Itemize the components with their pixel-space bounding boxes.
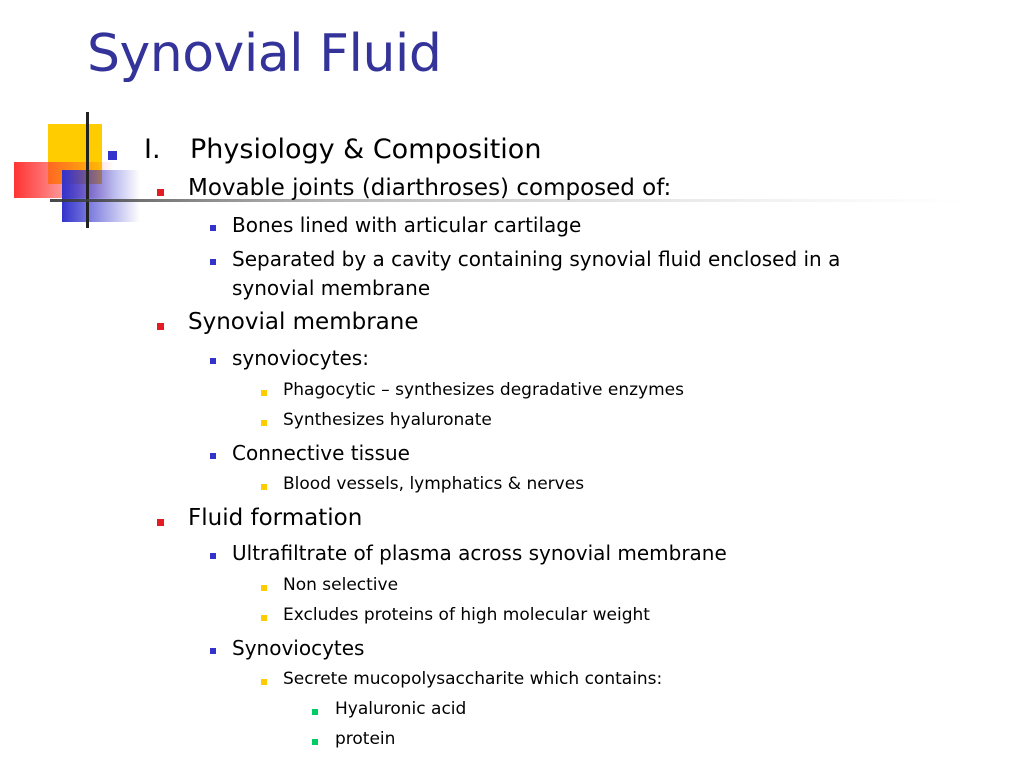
outline-item-text: Bones lined with articular cartilage	[232, 213, 582, 237]
outline-item-text: Connective tissue	[232, 441, 410, 465]
outline-item-text: Synovial membrane	[188, 309, 419, 335]
outline-item-text: Separated by a cavity containing synovial fluid enclosed in a	[232, 247, 841, 271]
outline-item-level-3	[232, 346, 369, 370]
deco-vertical-line	[86, 112, 89, 228]
outline-item-level-2	[188, 309, 419, 335]
outline-item-text: Ultrafiltrate of plasma across synovial membrane	[232, 541, 727, 565]
bullet-marker-level-5	[312, 709, 318, 715]
bullet-marker-level-4	[261, 615, 267, 621]
outline-item-text: Fluid formation	[188, 505, 363, 531]
bullet-marker-level-4	[261, 484, 267, 490]
outline-item-level-4	[283, 575, 398, 595]
outline-item-level-3	[232, 247, 840, 271]
outline-item-text: Synoviocytes	[232, 636, 365, 660]
outline-item-level-4	[283, 669, 662, 689]
outline-item-level-3	[232, 441, 410, 465]
outline-item-level-3	[232, 541, 727, 565]
outline-item-level-4	[283, 474, 584, 494]
bullet-marker-level-3	[210, 648, 216, 654]
bullet-marker-level-1	[108, 151, 117, 160]
outline-item-text: synoviocytes:	[232, 346, 369, 370]
outline-item-text: Secrete mucopolysaccharite which contains:	[283, 669, 663, 689]
outline-item-level-3	[232, 636, 364, 660]
bullet-marker-level-2	[157, 189, 164, 196]
outline-item-number: I.	[144, 134, 161, 165]
bullet-marker-level-4	[261, 679, 267, 685]
bullet-marker-level-3	[210, 358, 216, 364]
outline-item-level-2	[188, 505, 362, 531]
bullet-marker-level-3	[210, 553, 216, 559]
outline-item-level-4	[283, 380, 684, 400]
bullet-marker-level-3	[210, 259, 216, 265]
bullet-marker-level-5	[312, 739, 318, 745]
bullet-marker-level-3	[210, 453, 216, 459]
outline-item-level-4	[283, 605, 650, 625]
outline-item-text: Phagocytic – synthesizes degradative enzymes	[283, 380, 684, 400]
outline-item-text: Physiology & Composition	[190, 134, 542, 165]
outline-item-text: Synthesizes hyaluronate	[283, 410, 492, 430]
outline-item-text: Blood vessels, lymphatics & nerves	[283, 474, 585, 494]
outline-item-text: Hyaluronic acid	[335, 699, 467, 719]
outline-item-level-2	[188, 175, 671, 201]
outline-item-text: Excludes proteins of high molecular weight	[283, 605, 650, 625]
outline-item-level-5	[335, 699, 466, 719]
bullet-marker-level-4	[261, 390, 267, 396]
outline-item-level-5	[335, 729, 395, 749]
outline-item-level-3	[232, 213, 581, 237]
bullet-marker-level-3	[210, 225, 216, 231]
outline-item-continuation: synovial membrane	[232, 276, 431, 300]
outline-item-text: Movable joints (diarthroses) composed of:	[188, 175, 672, 201]
deco-blue-square	[62, 170, 140, 222]
outline-item-level-4	[283, 410, 492, 430]
bullet-marker-level-2	[157, 323, 164, 330]
slide-title: Synovial Fluid	[87, 24, 442, 84]
bullet-marker-level-4	[261, 585, 267, 591]
outline-item-text: Non selective	[283, 575, 399, 595]
bullet-marker-level-4	[261, 420, 267, 426]
outline-item-text: protein	[335, 729, 396, 749]
bullet-marker-level-2	[157, 519, 164, 526]
outline-item-level-1	[144, 134, 541, 165]
